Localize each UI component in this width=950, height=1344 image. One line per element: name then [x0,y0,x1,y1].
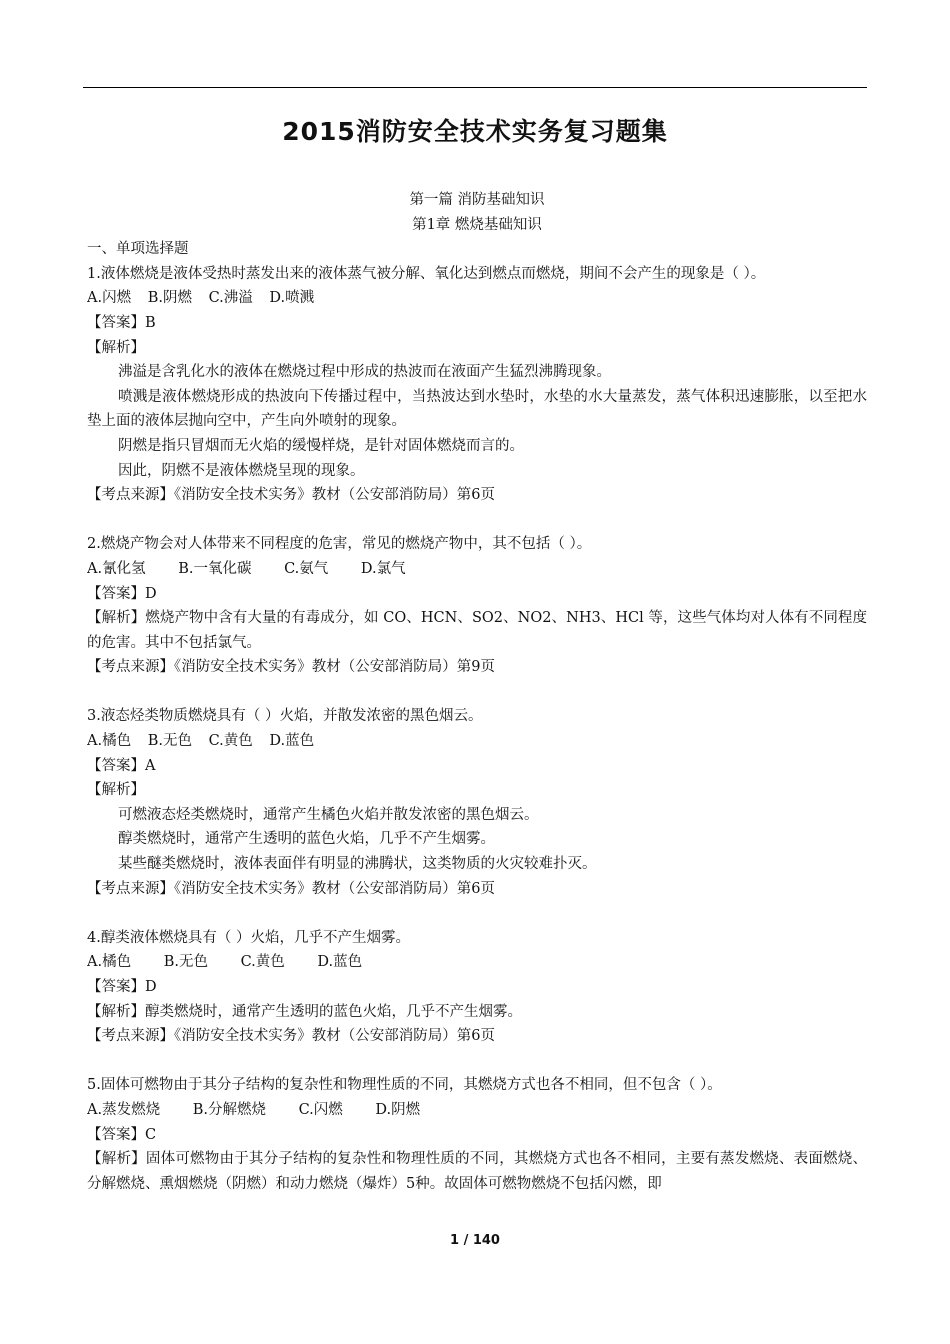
option-c: C.氨气 [284,560,329,577]
question-stem: 4.醇类液体燃烧具有（ ）火焰，几乎不产生烟雾。 [87,929,410,946]
analysis-paragraph: 喷溅是液体燃烧形成的热波向下传播过程中，当热波达到水垫时，水垫的水大量蒸发，蒸气体积迅速膨胀，以至把水垫上面的液体层抛向空中，产生向外喷射的现象。 [87,388,867,430]
option-b: B.分解燃烧 [192,1101,266,1118]
analysis-paragraph: 【解析】燃烧产物中含有大量的有毒成分，如 CO、HCN、SO2、NO2、NH3、HCl 等，这些气体均对人体有不同程度的危害。其中不包括氯气。 [87,610,867,651]
option-b: B.一氧化碳 [178,560,252,577]
analysis-paragraph: 【解析】醇类燃烧时，通常产生透明的蓝色火焰，几乎不产生烟雾。 [87,1003,522,1020]
question-options [87,557,867,582]
answer: 【答案】B [87,314,156,331]
question-stem: 5.固体可燃物由于其分子结构的复杂性和物理性质的不同，其燃烧方式也各不相同，但不包含（ ）。 [87,1077,722,1094]
question-2 [87,532,867,680]
analysis-paragraph: 阴燃是指只冒烟而无火焰的缓慢样烧，是针对固体燃烧而言的。 [118,437,524,454]
option-c: C.沸溢 [208,290,253,307]
option-c: C.黄色 [240,954,285,971]
source-reference: 【考点来源】《消防安全技术实务》教材（公安部消防局）第6页 [87,1028,495,1045]
question-1 [87,262,867,508]
option-a: A.橘色 [87,954,132,971]
source-reference: 【考点来源】《消防安全技术实务》教材（公安部消防局）第9页 [87,659,495,676]
part-heading: 第一篇 消防基础知识 [409,192,545,208]
option-d: D.蓝色 [269,733,315,750]
document-body [87,188,867,1196]
option-a: A.橘色 [87,733,132,750]
answer: 【答案】A [87,757,156,774]
source-reference: 【考点来源】《消防安全技术实务》教材（公安部消防局）第6页 [87,880,495,897]
question-options [87,1098,867,1123]
chapter-heading: 第1章 燃烧基础知识 [412,216,542,233]
option-a: A.氰化氢 [87,560,146,577]
option-b: B.阴燃 [147,290,192,307]
option-a: A.蒸发燃烧 [87,1101,161,1118]
question-options [87,729,867,754]
question-stem: 3.液态烃类物质燃烧具有（ ）火焰，并散发浓密的黑色烟云。 [87,708,483,725]
source-reference: 【考点来源】《消防安全技术实务》教材（公安部消防局）第6页 [87,487,495,504]
option-c: C.闪燃 [298,1101,343,1118]
option-d: D.喷溅 [269,290,315,307]
option-a: A.闪燃 [87,290,132,307]
answer: 【答案】D [87,979,157,995]
analysis-label: 【解析】 [87,782,145,799]
analysis-paragraph: 醇类燃烧时，通常产生透明的蓝色火焰，几乎不产生烟雾。 [118,831,495,848]
question-5 [87,1073,867,1196]
question-options [87,950,867,975]
option-c: C.黄色 [208,733,253,750]
option-b: B.无色 [163,954,208,971]
analysis-label: 【解析】 [87,339,145,356]
question-3 [87,704,867,901]
question-4 [87,926,867,1049]
analysis-paragraph: 可燃液态烃类燃烧时，通常产生橘色火焰并散发浓密的黑色烟云。 [118,806,539,823]
question-stem: 1.液体燃烧是液体受热时蒸发出来的液体蒸气被分解、氧化达到燃点而燃烧，期间不会产生的现象是（ ）。 [87,265,766,282]
analysis-paragraph: 因此，阴燃不是液体燃烧呈现的现象。 [118,462,365,479]
header-rule [83,87,867,88]
option-d: D.蓝色 [317,954,363,971]
answer: 【答案】D [87,585,157,602]
option-b: B.无色 [147,733,192,750]
question-options [87,286,867,311]
option-d: D.阴燃 [375,1101,421,1118]
option-d: D.氯气 [360,560,406,577]
answer: 【答案】C [87,1126,157,1143]
document-title: 2015消防安全技术实务复习题集 [282,117,668,146]
analysis-paragraph: 【解析】固体可燃物由于其分子结构的复杂性和物理性质的不同，其燃烧方式也各不相同，主要有蒸发燃烧、表面燃烧、分解燃烧、熏烟燃烧（阴燃）和动力燃烧（爆炸）5种。故固体可燃物燃烧不包括闪燃，即 [87,1151,867,1192]
question-stem: 2.燃烧产物会对人体带来不同程度的危害，常见的燃烧产物中，其不包括（ ）。 [87,536,592,553]
page-number: 1 / 140 [450,1233,500,1248]
section-heading: 一、单项选择题 [87,241,189,258]
analysis-paragraph: 沸溢是含乳化水的液体在燃烧过程中形成的热波而在液面产生猛烈沸腾现象。 [118,364,611,381]
analysis-paragraph: 某些醚类燃烧时，液体表面伴有明显的沸腾状，这类物质的火灾较难扑灭。 [118,856,597,873]
